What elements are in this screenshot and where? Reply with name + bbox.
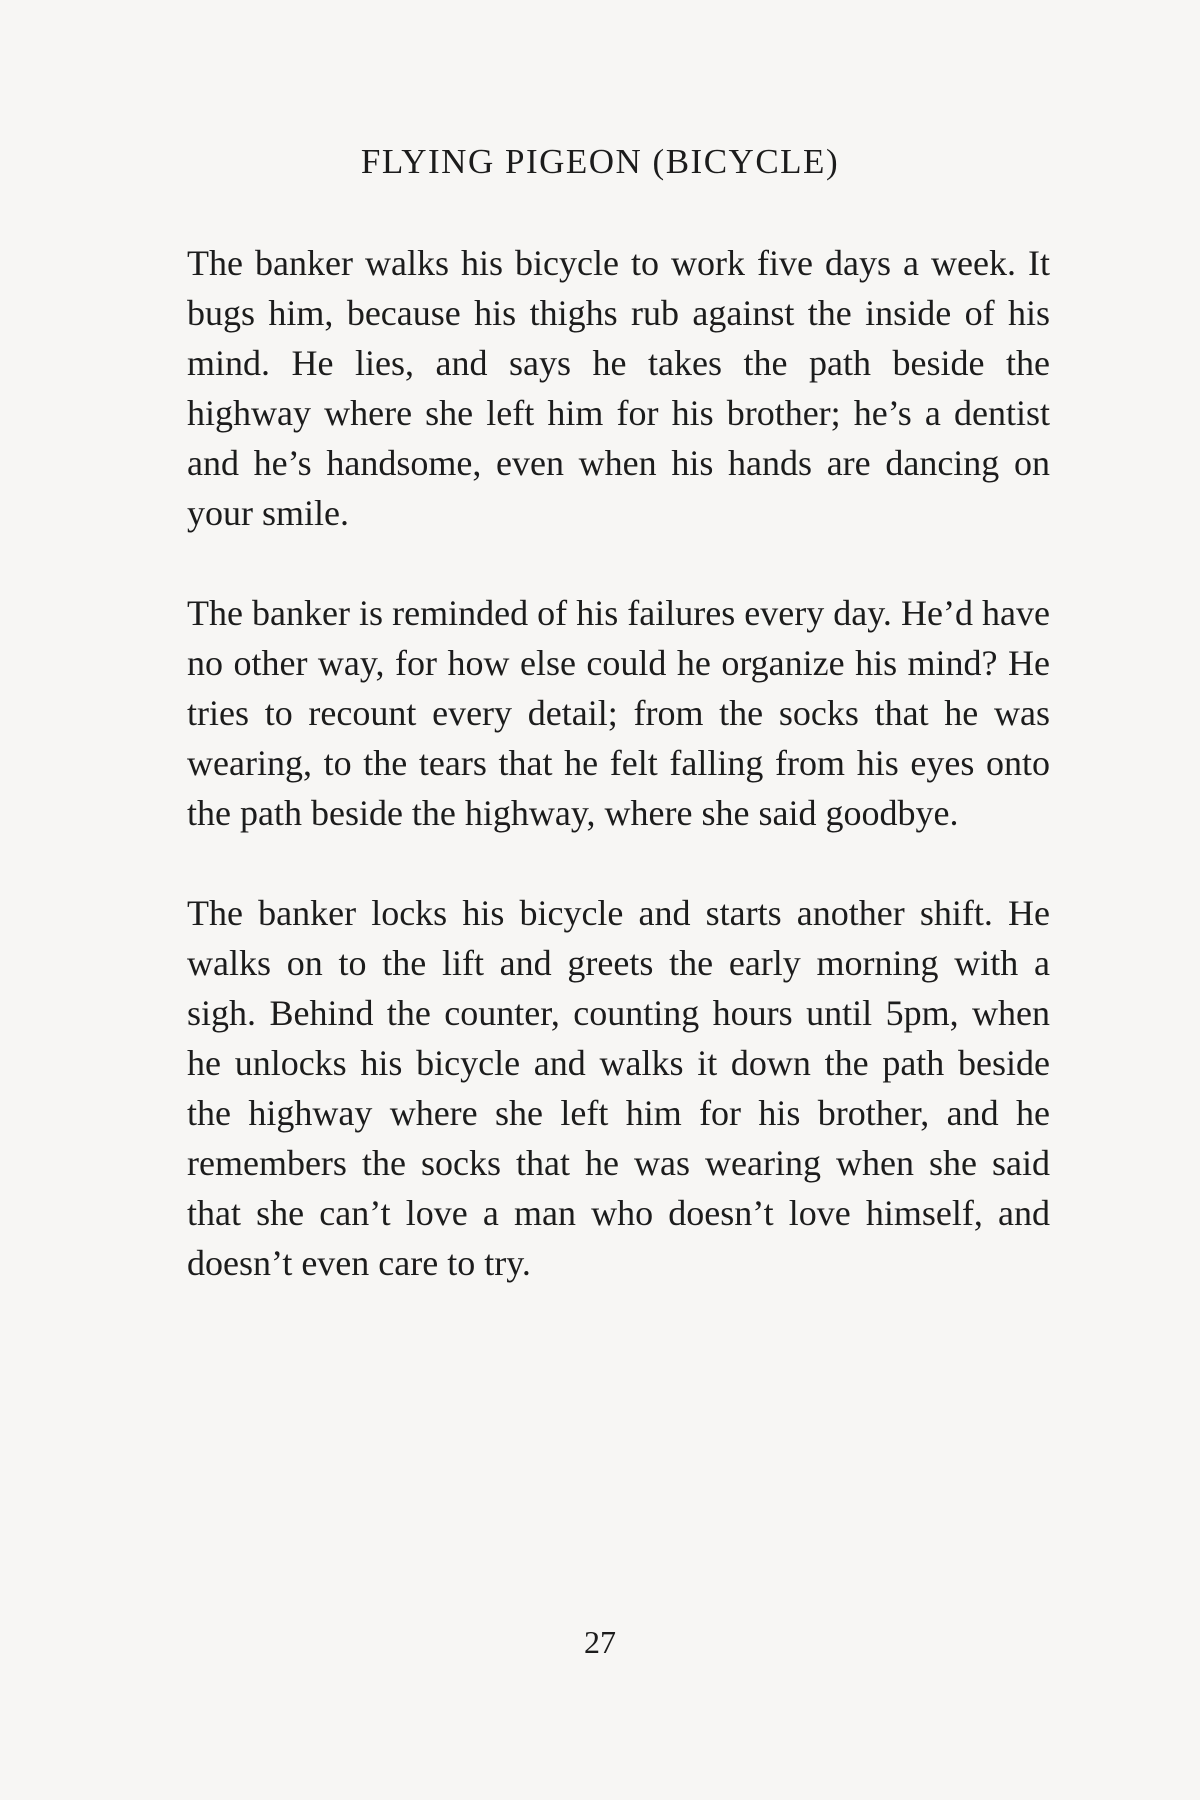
page-title: FLYING PIGEON (BICYCLE): [360, 142, 840, 181]
paragraph-2: The banker is reminded of his failures every day. He’d have no other way, for how else could he organize his mind? He tries to recount every detail; from the socks that he was wearing, to the tears that he felt falling from his eyes onto the path beside the highway, where she said goodbye.: [187, 593, 1050, 833]
prose-body: [187, 238, 1050, 1338]
page-number: 27: [584, 1624, 616, 1660]
paragraph-3: The banker locks his bicycle and starts another shift. He walks on to the lift and greets the early morning with a sigh. Behind the counter, counting hours until 5pm, when he unlocks his bicycle and walks it down the path beside the highway where she left him for his brother, and he remembers the socks that he was wearing when she said that she can’t love a man who doesn’t love himself, and doesn’t even care to try.: [187, 893, 1050, 1283]
paragraph-1: The banker walks his bicycle to work five days a week. It bugs him, because his thighs rub against the inside of his mind. He lies, and says he takes the path beside the highway where she left him for his brother; he’s a dentist and he’s handsome, even when his hands are dancing on your smile.: [187, 243, 1050, 533]
